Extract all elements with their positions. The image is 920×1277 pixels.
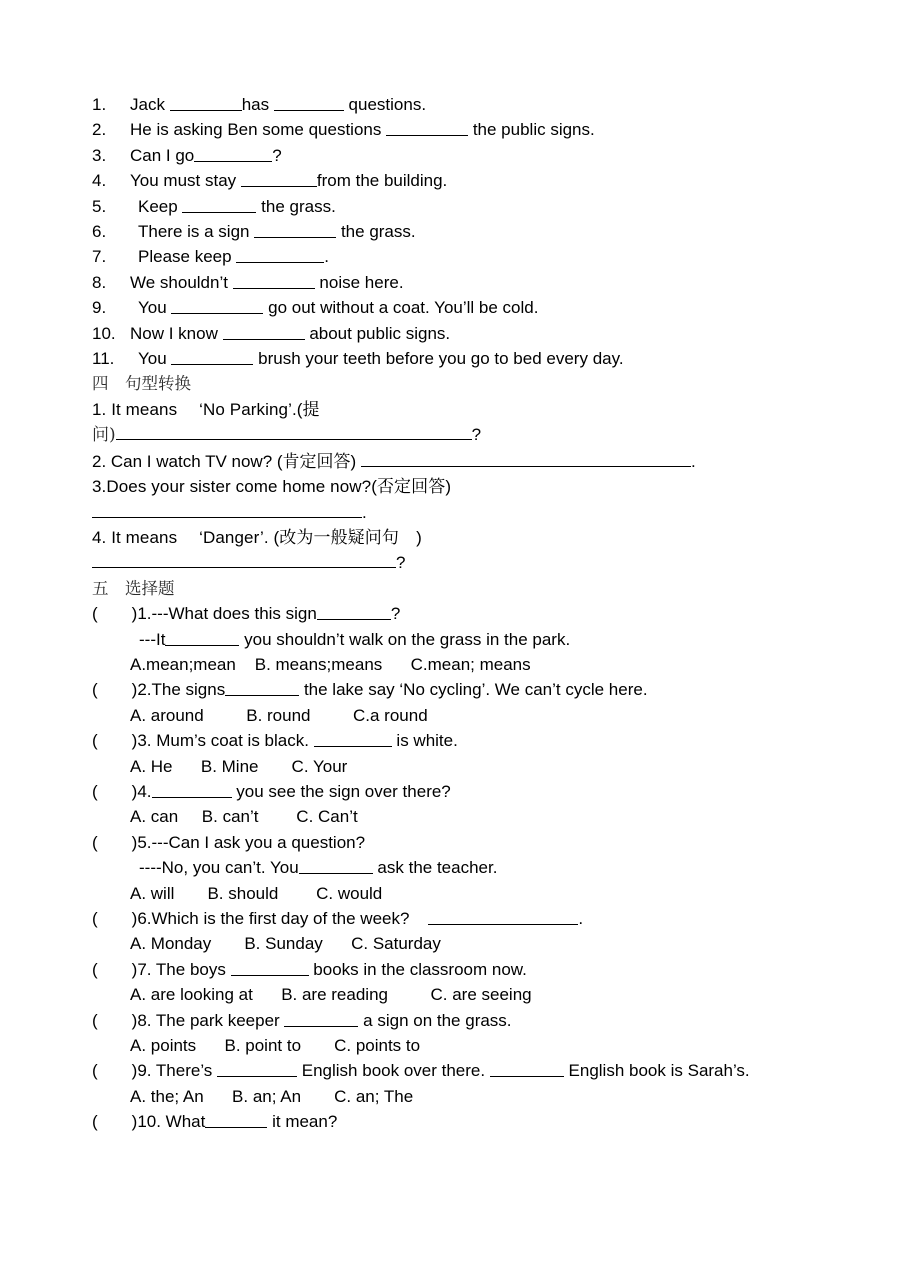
list-item-text [130, 219, 416, 244]
answer-parenthesis[interactable]: ( ) [92, 604, 138, 624]
answer-blank[interactable] [361, 450, 691, 467]
answer-blank[interactable] [386, 120, 468, 137]
multiple-choice-question [92, 601, 834, 626]
answer-blank[interactable] [165, 629, 239, 646]
text-run: There is a sign [138, 222, 255, 242]
list-item [92, 346, 834, 371]
answer-parenthesis[interactable]: ( ) [92, 1061, 138, 1081]
text-run: 7. The boys [137, 959, 231, 979]
answer-blank[interactable] [116, 424, 472, 441]
multiple-choice-question [92, 728, 834, 753]
text-run: 10. What [137, 1112, 206, 1132]
section-four-q1-line2-prefix: 问) [92, 425, 116, 446]
answer-options[interactable]: A. are looking at B. are reading C. are seeing [130, 985, 532, 1005]
list-item-text [130, 321, 450, 346]
list-item-number: 9. [92, 298, 107, 318]
text-run: 1.---What does this sign [137, 604, 317, 624]
list-item-number: 4. [92, 171, 107, 191]
answer-parenthesis[interactable]: ( ) [92, 909, 138, 928]
question-stem [137, 677, 647, 702]
section-four-q1-line1: 1. It means ‘No Parking’.(提 [92, 399, 320, 419]
text-run: 5.---Can I ask you a question? [137, 832, 366, 852]
text-run: the grass. [256, 196, 336, 216]
multiple-choice-question [92, 1058, 834, 1083]
multiple-choice-question [92, 779, 834, 804]
list-item-number: 11. [92, 349, 115, 369]
text-run: brush your teeth before you go to bed every day. [253, 349, 624, 369]
section-four [92, 371, 834, 575]
answer-blank[interactable] [254, 221, 336, 238]
text-run: 3. Mum’s coat is black. [137, 731, 314, 751]
answer-options[interactable]: A.mean;mean B. means;means C.mean; means [130, 654, 531, 674]
list-item [92, 143, 834, 168]
question-stem [137, 906, 583, 931]
answer-options[interactable]: A. can B. can’t C. Can’t [130, 807, 358, 827]
list-item-number: 2. [92, 120, 107, 140]
question-stem [137, 779, 450, 804]
text-run: a sign on the grass. [358, 1010, 512, 1030]
list-item-number: 8. [92, 272, 107, 292]
text-run: . [324, 247, 330, 267]
answer-blank[interactable] [314, 731, 392, 748]
answer-options[interactable]: A. Monday B. Sunday C. Saturday [130, 934, 441, 954]
text-run: Keep [138, 196, 183, 216]
text-run: the lake say ‘No cycling’. We can’t cycle here. [299, 680, 648, 700]
answer-blank[interactable] [217, 1061, 297, 1078]
answer-parenthesis[interactable]: ( ) [92, 959, 138, 979]
answer-parenthesis[interactable]: ( ) [92, 680, 138, 700]
answer-blank[interactable] [231, 959, 309, 976]
section-four-q2-prefix: 2. Can I watch TV now? (肯定回答) [92, 451, 361, 471]
multiple-choice-question [92, 957, 834, 982]
list-item-text [130, 168, 447, 193]
text-run: is white. [391, 731, 458, 751]
list-item-text [130, 295, 538, 320]
list-item [92, 244, 834, 269]
text-run: ---It [139, 629, 166, 649]
answer-options[interactable]: A. He B. Mine C. Your [130, 756, 348, 776]
section-four-q2 [92, 449, 834, 474]
text-run: . [578, 909, 584, 928]
answer-blank[interactable] [241, 171, 317, 188]
question-stem [137, 1061, 749, 1080]
list-item-text [130, 244, 329, 269]
list-item [92, 194, 834, 219]
text-run: you shouldn’t walk on the grass in the park. [239, 629, 571, 649]
list-item-text [130, 346, 624, 371]
list-item-number: 5. [92, 196, 107, 216]
list-item-number: 1. [92, 95, 107, 114]
text-run: ? [272, 145, 282, 165]
section-four-q1-line2-suffix: ? [471, 425, 482, 445]
text-run: from the building. [316, 171, 448, 191]
answer-parenthesis[interactable]: ( ) [92, 781, 138, 801]
answer-options[interactable]: A. the; An B. an; An C. an; The [130, 1086, 414, 1106]
answer-options[interactable]: A. around B. round C.a round [130, 705, 428, 725]
list-item [92, 92, 834, 117]
question-stem [137, 1109, 337, 1134]
list-item [92, 295, 834, 320]
answer-blank[interactable] [182, 196, 256, 213]
text-run: English book over there. [297, 1061, 490, 1081]
answer-blank[interactable] [92, 552, 396, 569]
text-run: the grass. [336, 222, 416, 242]
text-run: Now I know [130, 323, 223, 343]
answer-blank[interactable] [428, 908, 578, 925]
answer-blank[interactable] [170, 94, 242, 111]
text-run: has [241, 95, 274, 114]
text-run: You [138, 349, 172, 369]
answer-blank[interactable] [152, 781, 232, 798]
answer-blank[interactable] [194, 145, 272, 162]
text-run: questions. [343, 95, 427, 114]
list-item [92, 270, 834, 295]
list-item-number: 7. [92, 247, 107, 267]
answer-blank[interactable] [225, 680, 299, 697]
text-run: go out without a coat. You’ll be cold. [263, 298, 539, 318]
list-item-text [130, 143, 282, 168]
question-stem [137, 957, 527, 982]
section-four-q3-suffix: . [362, 502, 367, 522]
text-run: You must stay [130, 171, 241, 191]
multiple-choice-question [92, 906, 834, 931]
list-item [92, 219, 834, 244]
text-run: the public signs. [468, 120, 595, 140]
list-item-number: 10. [92, 323, 116, 343]
section-four-q4-line1: 4. It means ‘Danger’. (改为一般疑问句 ) [92, 527, 422, 547]
section-four-q4-suffix: ? [396, 553, 406, 573]
answer-blank[interactable] [490, 1061, 564, 1078]
text-run: noise here. [314, 272, 404, 292]
text-run: 2.The signs [137, 680, 226, 700]
answer-options[interactable]: A. will B. should C. would [130, 883, 383, 903]
text-run: you see the sign over there? [231, 781, 451, 801]
answer-blank[interactable] [284, 1010, 358, 1027]
question-stem [137, 1008, 511, 1033]
answer-parenthesis[interactable]: ( ) [92, 1112, 138, 1132]
list-item-number: 6. [92, 222, 107, 242]
text-run: 6.Which is the first day of the week? [137, 909, 429, 928]
question-stem [137, 728, 458, 753]
text-run: it mean? [267, 1112, 338, 1132]
section-four-heading: 四 句型转换 [92, 374, 191, 394]
text-run: We shouldn’t [130, 272, 233, 292]
section-four-q3-line1: 3.Does your sister come home now?(否定回答) [92, 477, 452, 497]
text-run: He is asking Ben some questions [130, 120, 387, 140]
fill-in-blank-list [92, 92, 834, 371]
question-stem-continuation [92, 855, 834, 880]
text-run: Jack [130, 95, 170, 114]
text-run: ask the teacher. [372, 858, 498, 878]
answer-blank[interactable] [236, 247, 324, 264]
multiple-choice-question [92, 1008, 834, 1033]
section-four-q3-answer [92, 500, 834, 525]
answer-blank[interactable] [92, 501, 362, 518]
list-item [92, 168, 834, 193]
section-five-heading: 五 选择题 [92, 578, 175, 598]
question-stem [137, 601, 400, 626]
section-four-q4-answer [92, 550, 834, 575]
answer-blank[interactable] [223, 323, 305, 340]
text-run: 9. There’s [137, 1061, 218, 1081]
answer-blank[interactable] [171, 298, 263, 315]
text-run: about public signs. [304, 323, 451, 343]
answer-blank[interactable] [274, 94, 344, 111]
text-run: Please keep [138, 247, 237, 267]
text-run: 8. The park keeper [137, 1010, 285, 1030]
list-item [92, 117, 834, 142]
list-item-text [130, 194, 336, 219]
multiple-choice-question [92, 830, 834, 855]
answer-blank[interactable] [317, 604, 391, 621]
text-run: 4. [137, 781, 152, 801]
text-run: Can I go [130, 145, 195, 165]
answer-options[interactable]: A. points B. point to C. points to [130, 1036, 421, 1056]
answer-blank[interactable] [299, 858, 373, 875]
list-item-text [130, 92, 426, 117]
list-item-text [130, 117, 595, 142]
answer-blank[interactable] [171, 348, 253, 365]
question-stem [137, 830, 365, 855]
question-stem-continuation [92, 627, 834, 652]
list-item [92, 321, 834, 346]
answer-blank[interactable] [233, 272, 315, 289]
section-four-q2-suffix: . [690, 451, 696, 471]
text-run: You [138, 298, 172, 318]
answer-parenthesis[interactable]: ( ) [92, 832, 138, 852]
text-run: ? [390, 604, 401, 624]
list-item-text [130, 270, 404, 295]
text-run: books in the classroom now. [308, 959, 527, 979]
multiple-choice-question [92, 677, 834, 702]
text-run: ----No, you can’t. You [139, 858, 299, 878]
answer-parenthesis[interactable]: ( ) [92, 731, 138, 751]
text-run: English book is Sarah’s. [563, 1061, 750, 1081]
answer-blank[interactable] [205, 1112, 267, 1129]
section-five [92, 576, 834, 1135]
list-item-number: 3. [92, 145, 107, 165]
answer-parenthesis[interactable]: ( ) [92, 1010, 138, 1030]
multiple-choice-question [92, 1109, 834, 1134]
section-four-q1-line2 [92, 422, 834, 448]
